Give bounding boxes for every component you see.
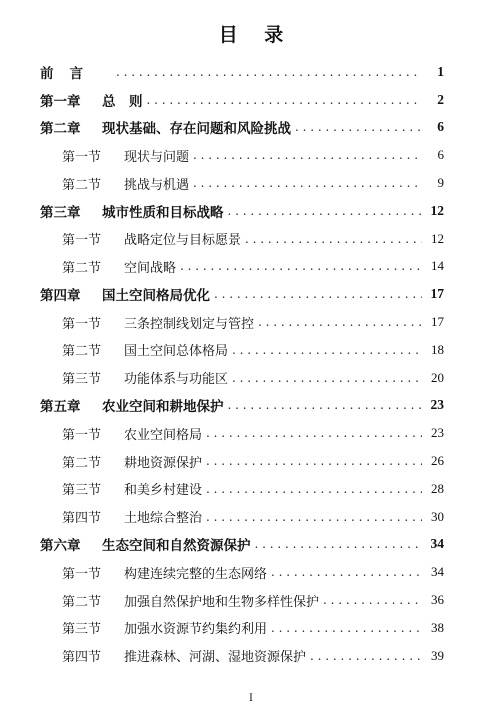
toc-entry-title: 生态空间和自然资源保护 [102, 538, 251, 555]
toc-entry-number: 第二节 [62, 594, 102, 610]
dot-leader [180, 259, 422, 273]
toc-entry-title: 构建连续完整的生态网络 [124, 566, 268, 582]
page-footer-number: I [249, 693, 253, 704]
toc-entry-number: 第四节 [62, 650, 102, 666]
toc-section-entry[interactable] [40, 614, 444, 642]
toc-section-entry[interactable] [40, 169, 444, 197]
toc-entry-title: 国土空间总体格局 [124, 344, 229, 360]
dot-leader [232, 371, 422, 385]
dot-leader [258, 315, 422, 329]
dot-leader [116, 65, 422, 79]
toc-entry-page-number: 18 [431, 341, 444, 357]
toc-section-entry[interactable] [40, 475, 444, 503]
toc-entry-number: 第一节 [62, 233, 102, 249]
toc-entry-page-number: 23 [431, 425, 444, 441]
toc-entry-number: 第二节 [62, 260, 102, 276]
toc-entry-page-number: 39 [431, 647, 444, 663]
toc-entry-page-number: 12 [430, 202, 444, 218]
toc-entry-title: 耕地资源保护 [124, 455, 203, 471]
toc-chapter-entry[interactable] [40, 114, 444, 142]
toc-entry-title: 和美乡村建设 [124, 483, 203, 499]
toc-entry-number: 第二章 [40, 121, 81, 138]
toc-entry-page-number: 34 [430, 536, 444, 552]
toc-entry-number: 第五章 [40, 399, 81, 416]
toc-entry-title: 战略定位与目标愿景 [124, 233, 242, 249]
toc-entry-title: 土地综合整治 [124, 511, 203, 527]
toc-entry-title: 空间战略 [124, 260, 177, 276]
toc-entry-title: 功能体系与功能区 [124, 372, 229, 388]
dot-leader [147, 93, 423, 107]
dot-leader [206, 426, 422, 440]
toc-chapter-entry[interactable] [40, 197, 444, 225]
toc-entry-page-number: 17 [430, 286, 444, 302]
dot-leader [228, 204, 423, 218]
toc-entry-number: 前言 [40, 65, 99, 82]
toc-entry-title: 农业空间和耕地保护 [102, 399, 224, 416]
toc-entry-title: 现状基础、存在问题和风险挑战 [102, 121, 291, 138]
toc-entry-title: 三条控制线划定与管控 [124, 316, 255, 332]
toc-entry-number: 第一节 [62, 149, 102, 165]
toc-section-entry[interactable] [40, 558, 444, 586]
toc-entry-page-number: 14 [431, 258, 444, 274]
toc-entry-number: 第二节 [62, 344, 102, 360]
toc-entry-page-number: 17 [431, 314, 444, 330]
toc-section-entry[interactable] [40, 253, 444, 281]
dot-leader [271, 565, 422, 579]
toc-chapter-entry[interactable] [40, 531, 444, 559]
toc-entry-number: 第二节 [62, 455, 102, 471]
page-title: 目 录 [218, 24, 294, 46]
toc-entry-title: 挑战与机遇 [124, 177, 190, 193]
toc-entry-number: 第一节 [62, 427, 102, 443]
toc-entry-title: 城市性质和目标战略 [102, 204, 224, 221]
toc-entry-number: 第四章 [40, 288, 81, 305]
toc-section-entry[interactable] [40, 586, 444, 614]
toc-entry-page-number: 9 [437, 175, 444, 191]
toc-entry-page-number: 6 [437, 147, 444, 163]
toc-entry-page-number: 38 [431, 619, 444, 635]
dot-leader [310, 649, 422, 663]
toc-section-entry[interactable] [40, 308, 444, 336]
toc-entry-title: 现状与问题 [124, 149, 190, 165]
toc-entry-number: 第三节 [62, 622, 102, 638]
dot-leader [255, 537, 423, 551]
toc-chapter-entry[interactable] [40, 280, 444, 308]
toc-section-entry[interactable] [40, 336, 444, 364]
dot-leader [228, 398, 423, 412]
toc-chapter-entry[interactable] [40, 392, 444, 420]
toc-entry-title: 加强水资源节约集约利用 [124, 622, 268, 638]
toc-entry-page-number: 12 [431, 230, 444, 246]
toc-section-entry[interactable] [40, 503, 444, 531]
dot-leader [323, 593, 422, 607]
dot-leader [232, 343, 422, 357]
toc-entry-page-number: 1 [437, 63, 444, 79]
dot-leader [206, 482, 422, 496]
toc-entry-number: 第三章 [40, 204, 81, 221]
toc-entry-number: 第六章 [40, 538, 81, 555]
toc-entry-title: 国土空间格局优化 [102, 288, 210, 305]
toc-entry-page-number: 23 [430, 397, 444, 413]
toc-entry-title: 加强自然保护地和生物多样性保护 [124, 594, 320, 610]
toc-entry-page-number: 30 [431, 508, 444, 524]
toc-section-entry[interactable] [40, 447, 444, 475]
dot-leader [206, 454, 422, 468]
table-of-contents [40, 58, 444, 670]
dot-leader [295, 120, 422, 134]
toc-entry-number: 第三节 [62, 372, 102, 388]
dot-leader [271, 621, 422, 635]
toc-section-entry[interactable] [40, 642, 444, 670]
toc-entry-title: 总 则 [102, 93, 143, 110]
dot-leader [193, 176, 422, 190]
toc-chapter-entry[interactable] [40, 86, 444, 114]
toc-entry-page-number: 2 [437, 91, 444, 107]
dot-leader [245, 232, 422, 246]
toc-section-entry[interactable] [40, 364, 444, 392]
toc-entry-page-number: 26 [431, 453, 444, 469]
toc-section-entry[interactable] [40, 225, 444, 253]
toc-entry-page-number: 6 [437, 119, 444, 135]
dot-leader [206, 510, 422, 524]
toc-entry-title: 农业空间格局 [124, 427, 203, 443]
toc-entry-number: 第一节 [62, 316, 102, 332]
dot-leader [193, 148, 422, 162]
toc-entry-page-number: 36 [431, 592, 444, 608]
toc-entry-page-number: 34 [431, 564, 444, 580]
toc-entry-number: 第四节 [62, 511, 102, 527]
toc-entry-number: 第一章 [40, 93, 81, 110]
toc-entry-number: 第三节 [62, 483, 102, 499]
toc-section-entry[interactable] [40, 141, 444, 169]
toc-preface-entry[interactable] [40, 58, 444, 86]
toc-entry-number: 第一节 [62, 566, 102, 582]
toc-entry-number: 第二节 [62, 177, 102, 193]
dot-leader [214, 287, 422, 301]
toc-section-entry[interactable] [40, 419, 444, 447]
toc-entry-title: 推进森林、河湖、湿地资源保护 [124, 650, 307, 666]
toc-entry-page-number: 20 [431, 369, 444, 385]
toc-entry-page-number: 28 [431, 480, 444, 496]
